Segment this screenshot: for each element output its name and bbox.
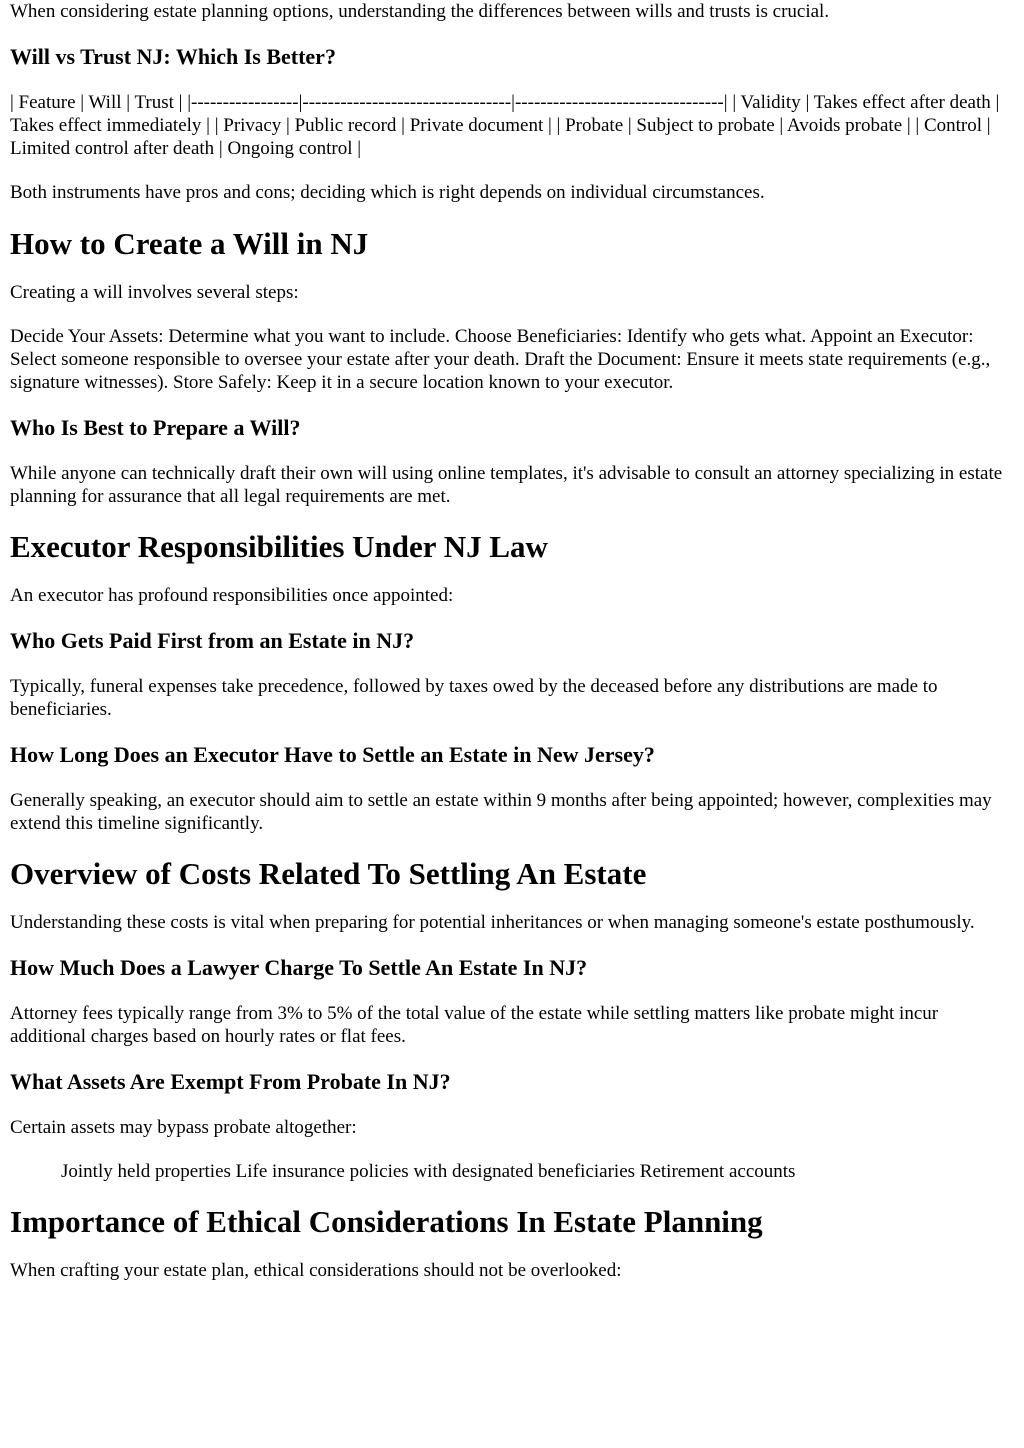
create-will-steps: Decide Your Assets: Determine what you want to include. Choose Beneficiaries: Identify who gets what. Appoint an Executor: Select someone responsible to oversee your estate after your death. Draft the Document: Ensure it meets state requirements (e.g., signature witnesses). Store Safely: Keep it in a secure location known to your executor. xyxy=(10,326,991,393)
exempt-assets-heading: What Assets Are Exempt From Probate In NJ? xyxy=(10,1069,451,1094)
who-gets-paid-text: Typically, funeral expenses take precedence, followed by taxes owed by the deceased before any distributions are made to beneficiaries. xyxy=(10,676,938,720)
executor-timeline-text: Generally speaking, an executor should aim to settle an estate within 9 months after being appointed; however, complexities may extend this timeline significantly. xyxy=(10,790,992,834)
ethics-intro: When crafting your estate plan, ethical considerations should not be overlooked: xyxy=(10,1260,622,1281)
ethics-heading: Importance of Ethical Considerations In Estate Planning xyxy=(10,1204,763,1239)
comparison-table-text: | Feature | Will | Trust | |-----------------|---------------------------------|---------------------------------| | Validity | Takes effect after death | Takes effect immediately | | Privacy | Public record | Private document | | Probate | Subject to probate | Avoids probate | | Control | Limited control after death | Ongoing control | xyxy=(10,92,1000,159)
costs-intro: Understanding these costs is vital when preparing for potential inheritances or when managing someone's estate posthumously. xyxy=(10,912,975,933)
costs-heading: Overview of Costs Related To Settling An Estate xyxy=(10,856,647,891)
who-gets-paid-heading: Who Gets Paid First from an Estate in NJ? xyxy=(10,628,415,653)
exempt-assets-text: Certain assets may bypass probate altogether: xyxy=(10,1117,357,1138)
will-vs-trust-heading: Will vs Trust NJ: Which Is Better? xyxy=(10,44,336,69)
lawyer-fees-heading: How Much Does a Lawyer Charge To Settle An Estate In NJ? xyxy=(10,955,588,980)
lawyer-fees-text: Attorney fees typically range from 3% to 5% of the total value of the estate while settling matters like probate might incur additional charges based on hourly rates or flat fees. xyxy=(10,1003,939,1047)
who-prepares-will-heading: Who Is Best to Prepare a Will? xyxy=(10,415,301,440)
executor-heading: Executor Responsibilities Under NJ Law xyxy=(10,529,548,564)
create-will-heading: How to Create a Will in NJ xyxy=(10,226,369,261)
will-vs-trust-summary: Both instruments have pros and cons; deciding which is right depends on individual circumstances. xyxy=(10,182,765,203)
executor-timeline-heading: How Long Does an Executor Have to Settle an Estate in New Jersey? xyxy=(10,742,655,767)
intro-paragraph: When considering estate planning options, understanding the differences between wills and trusts is crucial. xyxy=(10,1,830,22)
executor-intro: An executor has profound responsibilities once appointed: xyxy=(10,585,454,606)
exempt-assets-list: Jointly held properties Life insurance policies with designated beneficiaries Retirement accounts xyxy=(61,1161,796,1182)
create-will-intro: Creating a will involves several steps: xyxy=(10,282,299,303)
who-prepares-will-text: While anyone can technically draft their own will using online templates, it's advisable to consult an attorney specializing in estate planning for assurance that all legal requirements are met. xyxy=(10,463,1003,507)
